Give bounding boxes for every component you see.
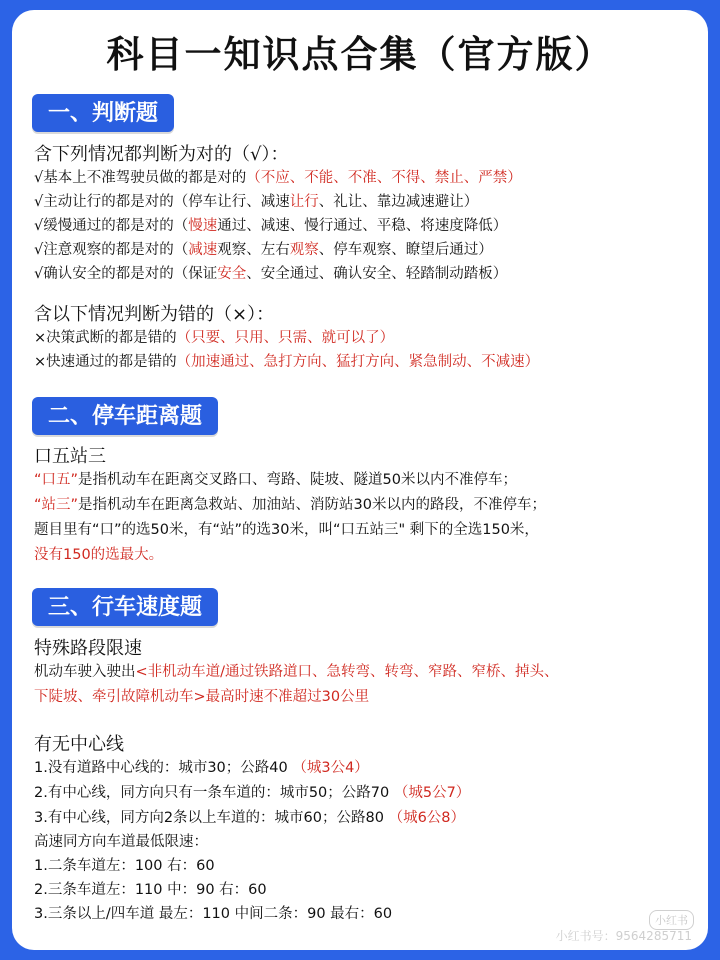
right-item — [34, 262, 507, 283]
centerline-line — [34, 781, 470, 802]
section-heading-judgment: 一、判断题 — [32, 94, 174, 132]
text: √注意观察的都是对的（ — [34, 242, 189, 258]
content-card — [12, 10, 708, 950]
text: 观察、左右 — [217, 242, 290, 258]
text: 1.没有道路中心线的：城市30；公路40 — [34, 760, 293, 776]
centerline-line — [34, 756, 369, 777]
text: √主动让行的都是对的（停车让行、减速 — [34, 194, 290, 210]
wrong-item — [34, 326, 394, 347]
speed-line — [34, 660, 559, 681]
speed-subtitle: 特殊路段限速 — [34, 638, 142, 659]
text: √确认安全的都是对的（保证 — [34, 266, 218, 282]
text: 、礼让、靠边减速避让） — [318, 194, 479, 210]
text: √基本上不准驾驶员做的都是对的 — [34, 170, 247, 186]
text: 、安全通过、确认安全、轻踏制动踏板） — [246, 266, 508, 282]
wrong-item — [34, 350, 539, 371]
parking-subtitle: 口五站三 — [34, 446, 106, 467]
centerline-subtitle: 有无中心线 — [34, 734, 124, 755]
text: ×快速通过的都是错的 — [34, 354, 177, 370]
right-item — [34, 190, 478, 211]
text: 是指机动车在距离急救站、加油站、消防站30米以内的路段，不准停车； — [78, 497, 546, 513]
wrong-intro: 含以下情况判断为错的（×）： — [34, 304, 275, 325]
text: √缓慢通过的都是对的（ — [34, 218, 189, 234]
text: 通过、减速、慢行通过、平稳、将速度降低） — [217, 218, 508, 234]
keyword: （城6公8） — [388, 810, 466, 826]
text: 是指机动车在距离交叉路口、弯路、陡坡、隧道50米以内不准停车； — [78, 472, 517, 488]
right-intro: 含下列情况都判断为对的（√）： — [34, 144, 289, 165]
highway-line: 2.三条车道左：110 中：90 右：60 — [34, 882, 267, 898]
right-item — [34, 214, 507, 235]
keyword: 让行 — [289, 194, 319, 210]
keyword: 慢速 — [188, 218, 218, 234]
right-item — [34, 238, 493, 259]
highway-intro: 高速同方向车道最低限速： — [34, 834, 208, 850]
parking-line: 没有150的选最大。 — [34, 547, 164, 563]
text: 2.有中心线，同方向只有一条车道的：城市50；公路70 — [34, 785, 394, 801]
text: ×决策武断的都是错的 — [34, 330, 177, 346]
centerline-line — [34, 806, 465, 827]
keyword: “站三” — [34, 497, 79, 513]
text: 、停车观察、瞭望后通过） — [318, 242, 493, 258]
section-heading-parking: 二、停车距离题 — [32, 397, 218, 435]
speed-line: 下陡坡、牵引故障机动车>最高时速不准超过30公里 — [34, 689, 370, 705]
keyword: 观察 — [289, 242, 319, 258]
keyword: 安全 — [217, 266, 247, 282]
keyword: 减速 — [188, 242, 218, 258]
watermark-logo: 小红书 — [649, 910, 694, 930]
section-heading-speed: 三、行车速度题 — [32, 588, 218, 626]
keyword: （城3公4） — [292, 760, 369, 776]
parking-line — [34, 493, 546, 514]
page-title: 科目一知识点合集（官方版） — [106, 32, 614, 76]
right-item — [34, 166, 522, 187]
keyword: <非机动车道/通过铁路道口、急转弯、转弯、窄路、窄桥、掉头、 — [135, 664, 559, 680]
keyword: “口五” — [34, 472, 79, 488]
text: 3.有中心线，同方向2条以上车道的：城市60；公路80 — [34, 810, 389, 826]
parking-line — [34, 468, 517, 489]
watermark-id: 小红书号：9564285711 — [555, 929, 692, 943]
keyword: （不应、不能、不准、不得、禁止、严禁） — [246, 170, 522, 186]
keyword: （只要、只用、只需、就可以了） — [176, 330, 395, 346]
keyword: （城5公7） — [393, 785, 471, 801]
highway-line: 3.三条以上/四车道 最左：110 中间二条：90 最右：60 — [34, 906, 393, 922]
keyword: （加速通过、急打方向、猛打方向、紧急制动、不减速） — [176, 354, 540, 370]
text: 机动车驶入驶出 — [34, 664, 136, 680]
parking-line: 题目里有“口”的选50米，有“站”的选30米，叫“口五站三" 剩下的全选150米， — [34, 522, 539, 538]
highway-line: 1.二条车道左：100 右：60 — [34, 858, 215, 874]
